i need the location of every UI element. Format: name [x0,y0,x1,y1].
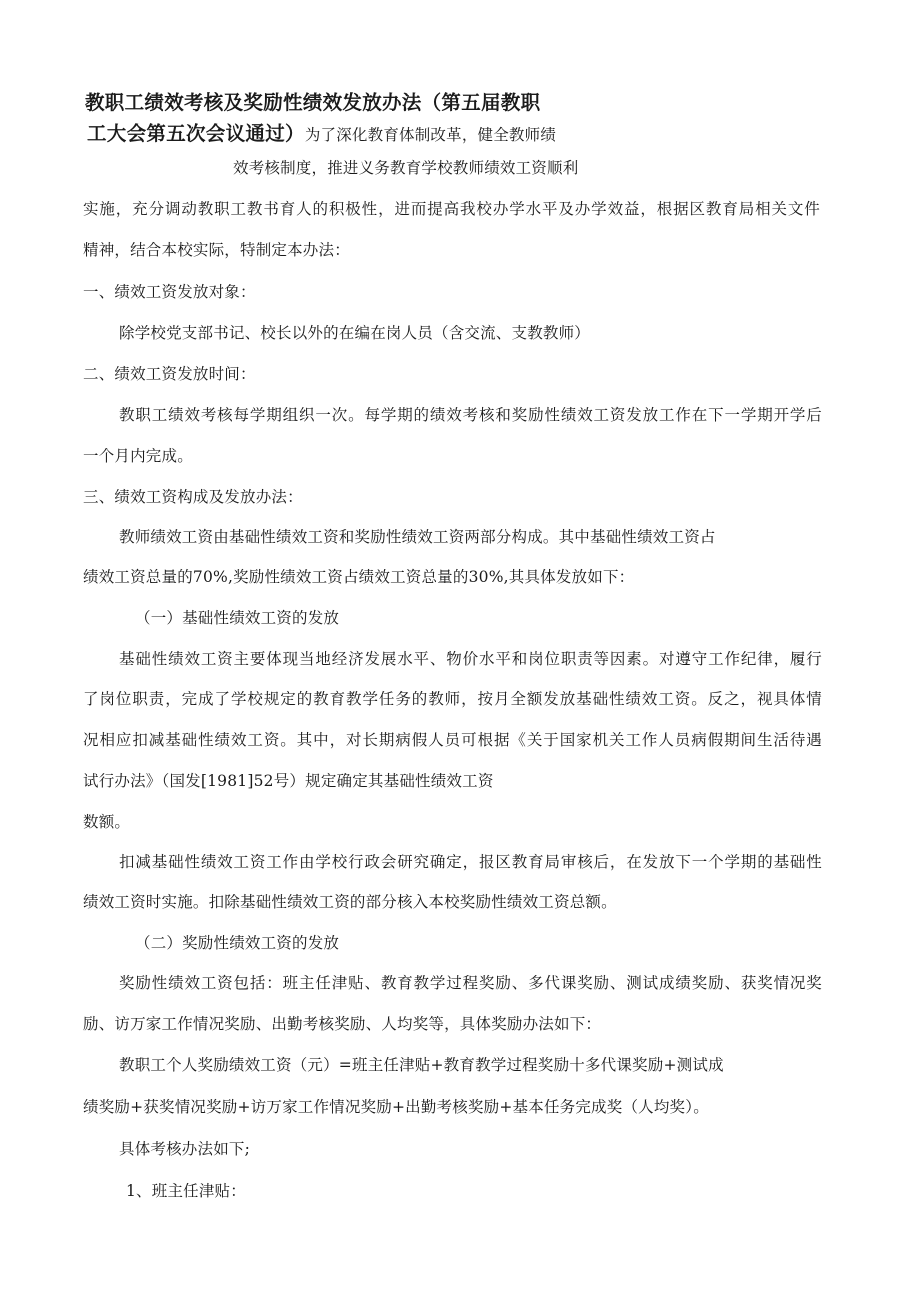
intro-line-2: 效考核制度，推进义务教育学校教师绩效工资顺利 [233,159,579,177]
item-1-heading: 1、班主任津贴： [126,1182,246,1200]
sub-2-heading: （二）奖励性绩效工资的发放 [135,934,340,952]
sub-1-p2-line-1: 扣减基础性绩效工资工作由学校行政会研究确定，报区教育局审核后，在发放下一个学期的基础性 [119,853,822,871]
sub-1-p1-line-1: 基础性绩效工资主要体现当地经济发展水平、物价水平和岗位职责等因素。对遵守工作纪律，履行 [119,650,822,668]
sub-2-p2-line-2: 绩奖励+获奖情况奖励+访万家工作情况奖励+出勤考核奖励+基本任务完成奖（人均奖）。 [83,1098,709,1116]
section-2-line-2: 一个月内完成。 [83,447,193,465]
section-3-line-2: 绩效工资总量的70%,奖励性绩效工资占绩效工资总量的30%,其具体发放如下： [83,568,635,586]
sub-2-p1-line-1: 奖励性绩效工资包括：班主任津贴、教育教学过程奖励、多代课奖励、测试成绩奖励、获奖情况奖 [119,974,822,992]
sub-1-heading: （一）基础性绩效工资的发放 [135,609,340,627]
document-title-line-1: 教职工绩效考核及奖励性绩效发放办法（第五届教职 [85,91,541,114]
sub-1-p2-line-2: 绩效工资时实施。扣除基础性绩效工资的部分核入本校奖励性绩效工资总额。 [83,893,617,911]
sub-1-p1-line-2: 了岗位职责，完成了学校规定的教育教学任务的教师，按月全额发放基础性绩效工资。反之，视具体情 [83,690,822,708]
sub-1-p1-line-3: 况相应扣减基础性绩效工资。其中，对长期病假人员可根据《关于国家机关工作人员病假期间生活待遇 [83,731,822,749]
document-title-line-2 [87,121,556,148]
section-3-heading: 三、绩效工资构成及发放办法： [83,488,303,506]
section-2-heading: 二、绩效工资发放时间： [83,365,256,383]
section-2-line-1: 教职工绩效考核每学期组织一次。每学期的绩效考核和奖励性绩效工资发放工作在下一学期开学后 [119,406,822,424]
section-1-text: 除学校党支部书记、校长以外的在编在岗人员（含交流、支教教师） [119,324,591,342]
intro-text-start: 为了深化教育体制改革，健全教师绩 [304,126,557,144]
intro-line-3: 实施，充分调动教职工教书育人的积极性，进而提高我校办学水平及办学效益，根据区教育局相关文件 [83,200,820,218]
sub-2-p1-line-2: 励、访万家工作情况奖励、出勤考核奖励、人均奖等，具体奖励办法如下： [83,1015,602,1033]
sub-1-p1-line-5: 数额。 [83,813,131,831]
intro-line-4: 精神，结合本校实际，特制定本办法： [83,241,350,259]
section-3-line-1: 教师绩效工资由基础性绩效工资和奖励性绩效工资两部分构成。其中基础性绩效工资占 [119,528,716,546]
document-title-tail: 工大会第五次会议通过） [87,122,305,145]
detail-intro: 具体考核办法如下; [119,1140,251,1158]
sub-1-p1-line-4: 试行办法》（国发[1981]52号）规定确定其基础性绩效工资 [83,772,494,790]
section-1-heading: 一、绩效工资发放对象： [83,283,256,301]
sub-2-p2-line-1: 教职工个人奖励绩效工资（元）=班主任津贴+教育教学过程奖励十多代课奖励+测试成 [119,1056,724,1074]
